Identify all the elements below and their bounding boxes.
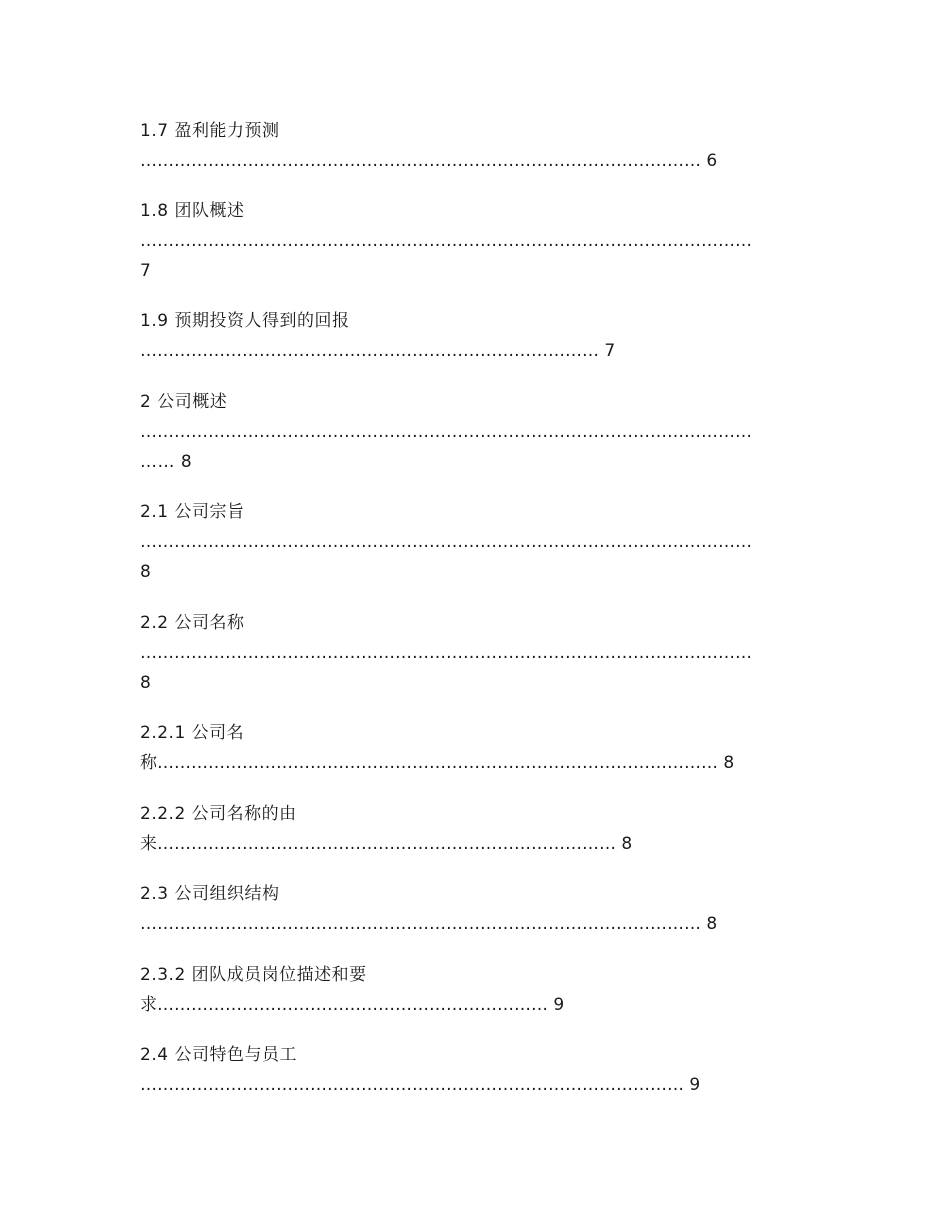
toc-entry-page-number: 8 xyxy=(140,673,152,693)
toc-entry-title: 2.2.1 公司名 xyxy=(140,723,245,743)
toc-entry-title: 1.9 预期投资人得到的回报 xyxy=(140,311,350,331)
toc-entry-page-line: ……………………………………………………………………………………… 8 xyxy=(140,914,718,934)
toc-entry-page-number: 7 xyxy=(140,261,152,281)
toc-entry[interactable] xyxy=(140,718,820,778)
toc-entry-title: 2 公司概述 xyxy=(140,392,228,412)
toc-entry[interactable] xyxy=(140,799,820,859)
toc-entry-page-line: ……………………………………………………………………………………… 6 xyxy=(140,151,718,171)
toc-entry-title: 2.3 公司组织结构 xyxy=(140,884,280,904)
toc-entry-title: 1.8 团队概述 xyxy=(140,201,245,221)
toc-entry[interactable] xyxy=(140,116,820,176)
toc-entry-title: 2.3.2 团队成员岗位描述和要 xyxy=(140,965,367,985)
toc-entry-title: 2.2 公司名称 xyxy=(140,613,245,633)
toc-entry[interactable] xyxy=(140,387,820,477)
toc-entry-page-line: 求…………………………………………………………… 9 xyxy=(140,995,565,1015)
toc-entry-leader-line: ……………………………………………………………………………………………… xyxy=(140,231,752,251)
toc-entry-title: 2.1 公司宗旨 xyxy=(140,502,245,522)
toc-entry[interactable] xyxy=(140,879,820,939)
toc-entry-page-line: …………………………………………………………………………………… 9 xyxy=(140,1075,701,1095)
toc-entry-title: 2.2.2 公司名称的由 xyxy=(140,804,297,824)
toc-entry-leader-line: ……………………………………………………………………………………………… xyxy=(140,532,752,552)
toc-entry-page-line: 来……………………………………………………………………… 8 xyxy=(140,834,633,854)
toc-entry-leader-line: ……………………………………………………………………………………………… xyxy=(140,422,752,442)
table-of-contents xyxy=(140,116,820,1100)
toc-entry-page-line: ……………………………………………………………………… 7 xyxy=(140,341,616,361)
toc-entry[interactable] xyxy=(140,306,820,366)
toc-entry-page-number: 8 xyxy=(140,562,152,582)
toc-entry[interactable] xyxy=(140,608,820,698)
toc-entry[interactable] xyxy=(140,497,820,587)
toc-entry[interactable] xyxy=(140,196,820,286)
toc-entry-page-number: …… 8 xyxy=(140,452,193,472)
toc-entry-title: 2.4 公司特色与员工 xyxy=(140,1045,297,1065)
toc-entry-page-line: 称……………………………………………………………………………………… 8 xyxy=(140,753,735,773)
toc-entry-title: 1.7 盈利能力预测 xyxy=(140,121,280,141)
toc-entry[interactable] xyxy=(140,960,820,1020)
toc-entry[interactable] xyxy=(140,1040,820,1100)
toc-entry-leader-line: ……………………………………………………………………………………………… xyxy=(140,643,752,663)
